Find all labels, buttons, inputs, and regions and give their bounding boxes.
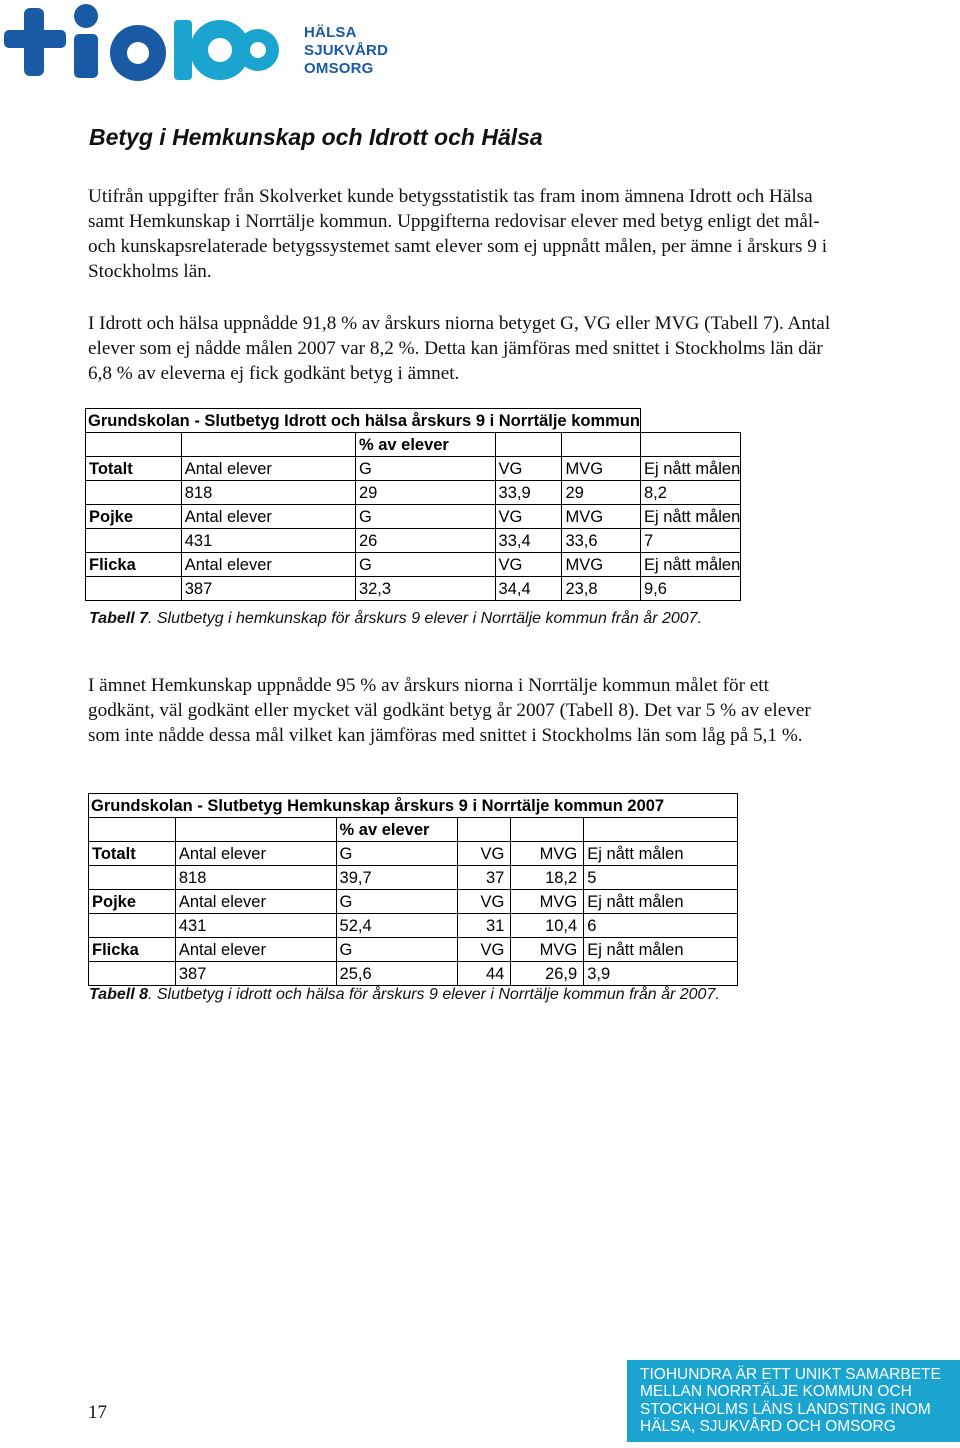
header-cell: MVG	[511, 938, 584, 962]
header-cell: MVG	[511, 842, 584, 866]
value-cell: 10,4	[511, 914, 584, 938]
logo-line-3: OMSORG	[304, 60, 374, 77]
header-cell: VG	[495, 505, 562, 529]
value-cell: 5	[584, 866, 738, 890]
value-cell: 31	[458, 914, 511, 938]
table-title: Grundskolan - Slutbetyg Idrott och hälsa årskurs 9 i Norrtälje kommun	[86, 409, 641, 433]
header-cell: Ej nått målen	[584, 890, 738, 914]
tio100-logo	[2, 2, 302, 84]
caption-text: . Slutbetyg i hemkunskap för årskurs 9 elever i Norrtälje kommun från år 2007.	[147, 610, 703, 627]
table-row	[86, 577, 741, 601]
header-cell: Ej nått målen	[640, 457, 740, 481]
footer-line-2: MELLAN NORRTÄLJE KOMMUN OCH	[640, 1383, 912, 1401]
logo-line-2: SJUKVÅRD	[304, 42, 389, 59]
group-label: Totalt	[89, 842, 176, 866]
header-cell: Antal elever	[175, 938, 336, 962]
footer-line-4: HÄLSA, SJUKVÅRD OCH OMSORG	[640, 1418, 896, 1436]
table-hemkunskap	[88, 793, 738, 986]
table-row	[89, 866, 738, 890]
header-cell: Antal elever	[181, 553, 355, 577]
table-row	[86, 457, 741, 481]
value-cell: 52,4	[336, 914, 458, 938]
table-caption-8	[89, 986, 720, 1004]
table-idrott-och-halsa	[85, 408, 741, 601]
hemkunskap-paragraph: I ämnet Hemkunskap uppnådde 95 % av årskurs niorna i Norrtälje kommun målet för ett godkänt, väl godkänt eller mycket väl godkänt betyg år 2007 (Tabell 8). Det var 5 % av elever som inte nådde dessa mål vilket kan jämföras med snittet i Stockholms län som låg på 5,1 %.	[88, 675, 811, 746]
header-cell: Antal elever	[181, 505, 355, 529]
table-row	[89, 914, 738, 938]
header-cell: MVG	[562, 553, 641, 577]
value-cell: 37	[458, 866, 511, 890]
value-cell: 818	[181, 481, 355, 505]
value-cell: 387	[181, 577, 355, 601]
value-cell: 33,4	[495, 529, 562, 553]
header-cell: VG	[458, 842, 511, 866]
value-cell: 6	[584, 914, 738, 938]
value-cell: 9,6	[640, 577, 740, 601]
caption-text: . Slutbetyg i idrott och hälsa för årskurs 9 elever i Norrtälje kommun från år 2007.	[147, 986, 720, 1003]
footer-line-1: TIOHUNDRA ÄR ETT UNIKT SAMARBETE	[640, 1366, 941, 1383]
value-cell: 39,7	[336, 866, 458, 890]
table-row	[86, 481, 741, 505]
value-cell: 32,3	[355, 577, 495, 601]
value-cell: 26	[355, 529, 495, 553]
value-cell: 33,6	[562, 529, 641, 553]
value-cell: 18,2	[511, 866, 584, 890]
header-cell: VG	[458, 890, 511, 914]
value-cell: 44	[458, 962, 511, 986]
header-cell: Antal elever	[175, 842, 336, 866]
header-cell: Antal elever	[181, 457, 355, 481]
header-cell: VG	[458, 938, 511, 962]
value-cell: 25,6	[336, 962, 458, 986]
value-cell: 431	[181, 529, 355, 553]
header-cell: G	[336, 938, 458, 962]
header-cell: Ej nått målen	[584, 842, 738, 866]
subheader-cell: % av elever	[355, 433, 495, 457]
value-cell: 7	[640, 529, 740, 553]
table-row	[86, 553, 741, 577]
group-label: Flicka	[86, 553, 182, 577]
page-heading: Betyg i Hemkunskap och Idrott och Hälsa	[89, 124, 543, 150]
table-row	[89, 842, 738, 866]
value-cell: 23,8	[562, 577, 641, 601]
group-label: Pojke	[89, 890, 176, 914]
value-cell: 3,9	[584, 962, 738, 986]
caption-label: Tabell 7	[89, 610, 148, 627]
value-cell: 33,9	[495, 481, 562, 505]
header-cell: G	[355, 505, 495, 529]
table-row	[89, 890, 738, 914]
value-cell: 431	[175, 914, 336, 938]
table-row	[89, 962, 738, 986]
header-cell: Ej nått målen	[584, 938, 738, 962]
value-cell: 387	[175, 962, 336, 986]
group-label: Totalt	[86, 457, 182, 481]
header-cell: VG	[495, 457, 562, 481]
header-cell: G	[355, 553, 495, 577]
header-cell: G	[355, 457, 495, 481]
header-cell: Ej nått målen	[640, 505, 740, 529]
caption-label: Tabell 8	[89, 986, 148, 1003]
logo-line-1: HÄLSA	[304, 24, 357, 41]
header-cell: G	[336, 842, 458, 866]
table-caption-7	[89, 610, 702, 628]
table-title-row	[89, 794, 738, 818]
header-cell: MVG	[562, 505, 641, 529]
header-cell: Ej nått målen	[640, 553, 740, 577]
table-title-row	[86, 409, 741, 433]
group-label: Pojke	[86, 505, 182, 529]
value-cell: 8,2	[640, 481, 740, 505]
table-title: Grundskolan - Slutbetyg Hemkunskap årskurs 9 i Norrtälje kommun 2007	[89, 794, 738, 818]
footer-banner	[627, 1360, 960, 1442]
subheader-cell: % av elever	[336, 818, 458, 842]
header-cell: Antal elever	[175, 890, 336, 914]
value-cell: 818	[175, 866, 336, 890]
value-cell: 34,4	[495, 577, 562, 601]
value-cell: 29	[355, 481, 495, 505]
header-cell: G	[336, 890, 458, 914]
logo-subtitle	[304, 24, 388, 78]
header-cell: MVG	[562, 457, 641, 481]
footer-line-3: STOCKHOLMS LÄNS LANDSTING INOM	[640, 1400, 931, 1418]
idrott-paragraph: I Idrott och hälsa uppnådde 91,8 % av årskurs niorna betyget G, VG eller MVG (Tabell 7). Antal elever som ej nådde målen 2007 var 8,2 %. Detta kan jämföras med snittet i Stockholms län där 6,8 % av eleverna ej fick godkänt betyg i ämnet.	[88, 313, 831, 384]
table-row	[86, 505, 741, 529]
group-label: Flicka	[89, 938, 176, 962]
table-row	[86, 529, 741, 553]
value-cell: 26,9	[511, 962, 584, 986]
intro-paragraph: Utifrån uppgifter från Skolverket kunde betygsstatistik tas fram inom ämnena Idrott och Hälsa samt Hemkunskap i Norrtälje kommun. Uppgifterna redovisar elever med betyg enligt det mål- och kunskapsrelaterade betygssystemet samt elever som ej uppnått målen, per ämne i årskurs 9 i Stockholms län.	[88, 186, 828, 282]
table-subheader-row	[89, 818, 738, 842]
page-number: 17	[88, 1402, 107, 1423]
table-row	[89, 938, 738, 962]
header-cell: VG	[495, 553, 562, 577]
tio100-logo-icon	[2, 2, 302, 84]
header-cell: MVG	[511, 890, 584, 914]
value-cell: 29	[562, 481, 641, 505]
table-subheader-row	[86, 433, 741, 457]
